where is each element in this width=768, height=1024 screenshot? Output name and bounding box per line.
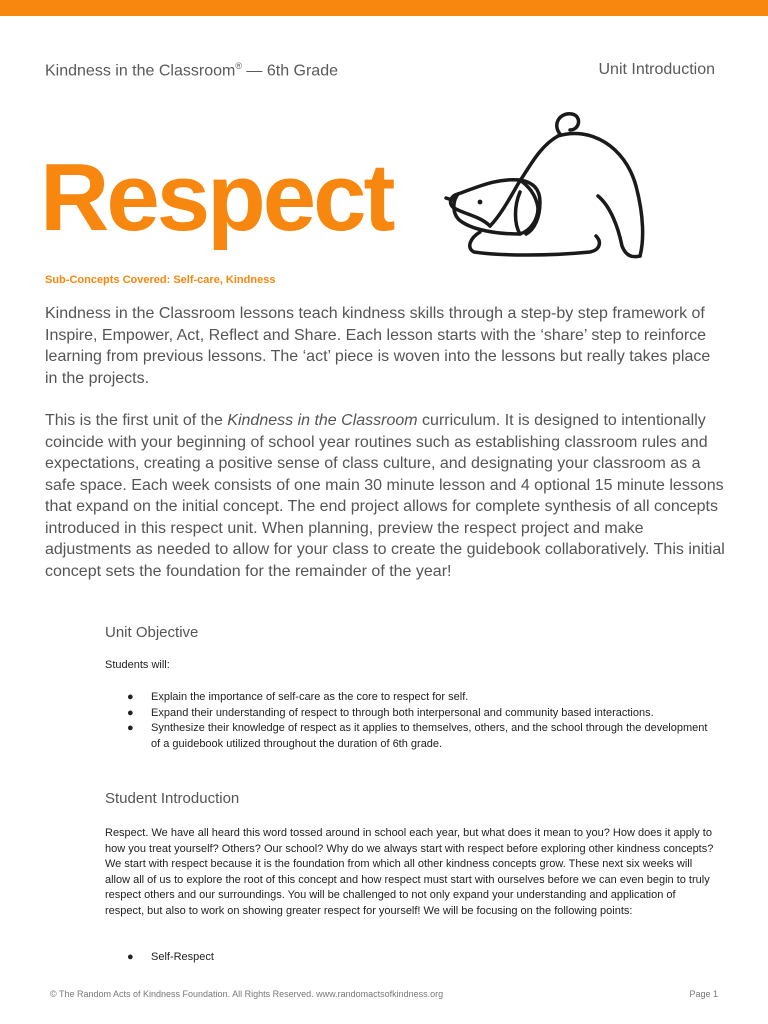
list-item: ● Synthesize their knowledge of respect as it applies to themselves, others, and the school through the development of a guidebook utilized throughout the duration of 6th grade. [127, 722, 708, 750]
students-will-label: Students will: [105, 659, 170, 671]
student-introduction-text: Respect. We have all heard this word tossed around in school each year, but what does it mean to you? How does it apply to how you treat yourself? Others? Our school? Why do we always start with respect before exploring other kindness concepts? We start with respect because it is the foundation from which all other kindness concepts grow. These next six weeks will allow all of us to explore the root of this concept and how respect must start with ourselves before we can even begin to truly respect others and our surroundings. You will be challenged to not only expand your understanding and application of respect, but also to work on showing greater respect for yourself! We will be focusing on the following points: [105, 827, 714, 917]
intro-paragraph: Kindness in the Classroom lessons teach kindness skills through a step-by step framework of Inspire, Empower, Act, Reflect and Share. Each lesson starts with the ‘share’ step to reinforce learning from previous lessons. The ‘act’ piece is woven into the lessons but really takes place in the projects. [45, 305, 711, 387]
bowing-dog-icon [440, 106, 655, 266]
unit-objective-heading: Unit Objective [105, 624, 199, 641]
sub-concepts-label: Sub-Concepts Covered: Self-care, Kindness [45, 274, 276, 286]
focus-points-list [105, 950, 715, 966]
list-item: ● Explain the importance of self-care as the core to respect for self. [105, 690, 715, 706]
student-introduction-heading: Student Introduction [105, 790, 240, 807]
footer-copyright: © The Random Acts of Kindness Foundation. All Rights Reserved. www.randomactsofkindness.org [50, 989, 444, 999]
header-course-title: Kindness in the Classroom® — 6th Grade [45, 61, 338, 80]
bullet-icon: ● [127, 706, 134, 719]
top-accent-bar [0, 0, 768, 16]
bullet-icon: ● [127, 951, 134, 963]
list-item: ● Self-Respect [105, 950, 715, 966]
list-item: ● Expand their understanding of respect to through both interpersonal and community based interactions. [105, 706, 715, 722]
unit-description-paragraph: This is the first unit of the Kindness in the Classroom curriculum. It is designed to intentionally coincide with your beginning of school year routines such as establishing classroom rules and expectations, creating a positive sense of class culture, and designating your classroom as a safe space. Each week consists of one main 30 minute lesson and 4 optional 15 minute lessons that expand on the initial concept. The end project allows for complete synthesis of all concepts introduced in this respect unit. When planning, preview the respect project and make adjustments as needed to allow for your class to create the guidebook collaboratively. This initial concept sets the foundation for the remainder of the year! [45, 412, 725, 580]
objective-list [105, 690, 715, 752]
header-section-title: Unit Introduction [598, 61, 715, 78]
bullet-icon: ● [127, 722, 134, 734]
footer-page-number: Page 1 [689, 989, 718, 999]
bullet-icon: ● [127, 691, 134, 703]
page-title: Respect [40, 144, 393, 251]
